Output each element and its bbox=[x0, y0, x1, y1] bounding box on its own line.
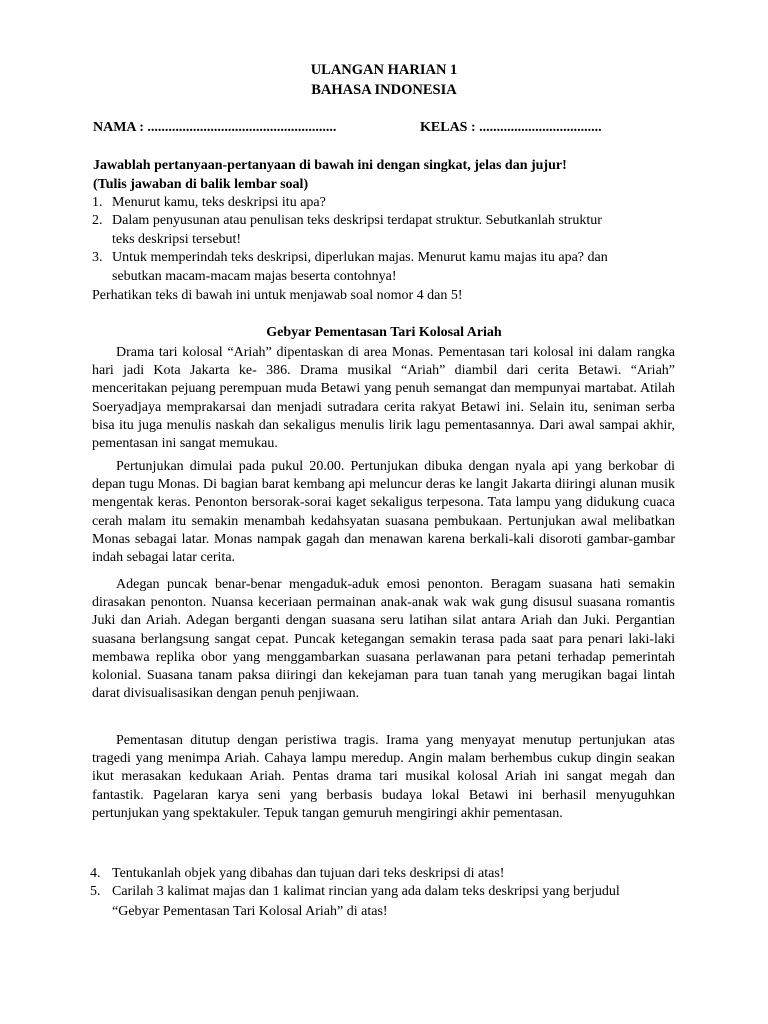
story-paragraph-2 bbox=[92, 458, 675, 567]
question-number: 3. bbox=[92, 250, 103, 265]
reading-note: Perhatikan teks di bawah ini untuk menjawab soal nomor 4 dan 5! bbox=[92, 288, 463, 303]
question-number: 2. bbox=[92, 213, 103, 228]
story-paragraph-3 bbox=[92, 576, 675, 703]
question-2-text-line-1: Dalam penyusunan atau penulisan teks deskripsi terdapat struktur. Sebutkanlah struktur bbox=[112, 213, 602, 228]
paragraph-text: Adegan puncak benar-benar mengaduk-aduk emosi penonton. Beragam suasana hati semakin dirasakan penonton. Nuansa keceriaan permainan anak-anak wak wak gung disusul suasana romantis Juki dan Ariah. Adegan berganti dengan suasana seru latihan silat antara Ariah dan Juki. Pergantian suasana berlangsung sangat cepat. Puncak ketegangan semakin terasa pada saat para penari laki-laki membawa replika obor yang menggambarkan suasana perlawanan para petani terhadap pemerintah kolonial. Suasana tanam paksa diiringi dan kekejaman para tuan tanah yang merugikan bagai lintah darat divisualisasikan dengan penuh penjiwaan. bbox=[92, 577, 675, 702]
question-3-text-line-2: sebutkan macam-macam majas beserta contohnya! bbox=[112, 269, 397, 284]
question-1-text: Menurut kamu, teks deskripsi itu apa? bbox=[112, 195, 326, 210]
name-field-label: NAMA : ...................................................... bbox=[93, 120, 337, 135]
exam-title: ULANGAN HARIAN 1 bbox=[310, 62, 458, 78]
story-paragraph-4 bbox=[92, 732, 675, 823]
question-number: 5. bbox=[90, 884, 101, 899]
story-paragraph-1 bbox=[92, 344, 675, 453]
paragraph-text: Drama tari kolosal “Ariah” dipentaskan di area Monas. Pementasan tari kolosal ini dalam rangka hari jadi Kota Jakarta ke- 386. Drama musikal “Ariah” diambil dari cerita Betawi. “Ariah” menceritakan pejuang perempuan muda Betawi yang penuh semangat dan mempunyai martabat. Atilah Soeryadjaya memprakarsai dan menjadi sutradara cerita rakyat Betawi ini. Selain itu, seniman serba bisa itu juga menulis naskah dan sekaligus menulis lirik lagu pementasannya. Dari awal sampai akhir, pementasan ini sangat memukau. bbox=[92, 345, 675, 452]
question-5-text-line-2: “Gebyar Pementasan Tari Kolosal Ariah” di atas! bbox=[112, 904, 388, 919]
question-2-text-line-2: teks deskripsi tersebut! bbox=[112, 232, 242, 247]
subject-title: BAHASA INDONESIA bbox=[311, 82, 457, 98]
instruction-line-2: (Tulis jawaban di balik lembar soal) bbox=[93, 177, 309, 192]
paragraph-text: Pertunjukan dimulai pada pukul 20.00. Pertunjukan dibuka dengan nyala api yang berkobar di depan tugu Monas. Di bagian barat kembang api meluncur deras ke langit Jakarta diiringi alunan musik mengentak keras. Penonton bersorak-sorai kaget sekaligus terpesona. Tata lampu yang didukung cuaca cerah malam itu semakin menambah kedahsyatan suasana pembukaan. Pertunjukan awal melibatkan Monas sebagai latar. Monas nampak gagah dan menawan karena berkali-kali disoroti gambar-gambar indah sebagai latar cerita. bbox=[92, 459, 675, 566]
story-title: Gebyar Pementasan Tari Kolosal Ariah bbox=[266, 325, 502, 340]
question-5-text-line-1: Carilah 3 kalimat majas dan 1 kalimat rincian yang ada dalam teks deskripsi yang berjudul bbox=[112, 884, 620, 899]
question-number: 4. bbox=[90, 866, 101, 881]
paragraph-text: Pementasan ditutup dengan peristiwa tragis. Irama yang menyayat menutup pertunjukan atas tragedi yang menimpa Ariah. Cahaya lampu meredup. Angin malam berhembus cukup dingin seakan ikut merasakan kedukaan Ariah. Pentas drama tari musikal kolosal Ariah ini sangat megah dan fantastik. Pagelaran karya seni yang berbasis budaya lokal Betawi ini berhasil menyuguhkan pertunjukan yang spektakuler. Tepuk tangan gemuruh mengiringi akhir pementasan. bbox=[92, 733, 675, 821]
question-number: 1. bbox=[92, 195, 103, 210]
question-3-text-line-1: Untuk memperindah teks deskripsi, diperlukan majas. Menurut kamu majas itu apa? dan bbox=[112, 250, 608, 265]
question-4-text: Tentukanlah objek yang dibahas dan tujuan dari teks deskripsi di atas! bbox=[112, 866, 505, 881]
instruction-line-1: Jawablah pertanyaan-pertanyaan di bawah ini dengan singkat, jelas dan jujur! bbox=[93, 158, 567, 173]
class-field-label: KELAS : ................................... bbox=[420, 120, 602, 135]
